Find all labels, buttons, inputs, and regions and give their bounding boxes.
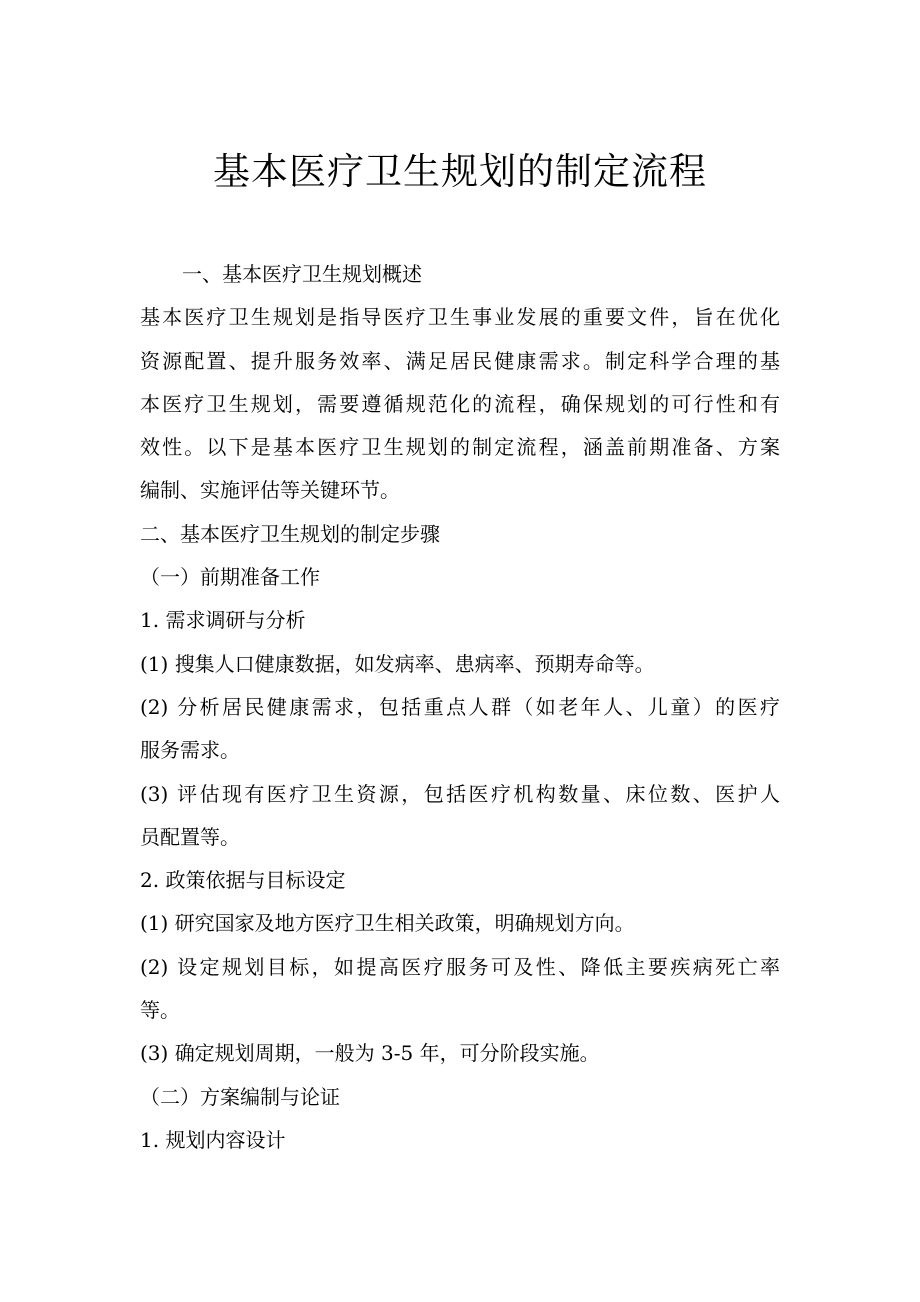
item-heading: 1. 规划内容设计 — [140, 1127, 286, 1152]
paragraph-line: 基本医疗卫生规划是指导医疗卫生事业发展的重要文件，旨在优化 — [140, 305, 780, 330]
list-item-continuation: 等。 — [140, 998, 180, 1023]
item-heading: 2. 政策依据与目标设定 — [140, 868, 346, 893]
document-body — [140, 253, 780, 1162]
list-item: (2) 分析居民健康需求，包括重点人群（如老年人、儿童）的医疗 — [140, 694, 780, 719]
list-item: (3) 确定规划周期，一般为 3-5 年，可分阶段实施。 — [140, 1041, 600, 1066]
list-item: (1) 搜集人口健康数据，如发病率、患病率、预期寿命等。 — [140, 651, 655, 676]
section-heading-overview: 一、基本医疗卫生规划概述 — [182, 262, 422, 286]
list-item: (1) 研究国家及地方医疗卫生相关政策，明确规划方向。 — [140, 911, 635, 936]
item-heading: 1. 需求调研与分析 — [140, 608, 306, 633]
paragraph-line: 编制、实施评估等关键环节。 — [140, 478, 400, 503]
list-item-continuation: 员配置等。 — [140, 824, 240, 849]
paragraph-line: 资源配置、提升服务效率、满足居民健康需求。制定科学合理的基 — [140, 348, 780, 373]
list-item-continuation: 服务需求。 — [140, 738, 240, 763]
subsection-heading-preparation: （一）前期准备工作 — [140, 565, 320, 590]
subsection-heading-drafting: （二）方案编制与论证 — [140, 1084, 340, 1109]
paragraph-line: 效性。以下是基本医疗卫生规划的制定流程，涵盖前期准备、方案 — [140, 435, 780, 460]
list-item: (2) 设定规划目标，如提高医疗服务可及性、降低主要疾病死亡率 — [140, 954, 780, 979]
section-heading-steps: 二、基本医疗卫生规划的制定步骤 — [140, 521, 440, 546]
list-item: (3) 评估现有医疗卫生资源，包括医疗机构数量、床位数、医护人 — [140, 781, 780, 806]
paragraph-line: 本医疗卫生规划，需要遵循规范化的流程，确保规划的可行性和有 — [140, 391, 780, 416]
document-title: 基本医疗卫生规划的制定流程 — [213, 150, 707, 193]
